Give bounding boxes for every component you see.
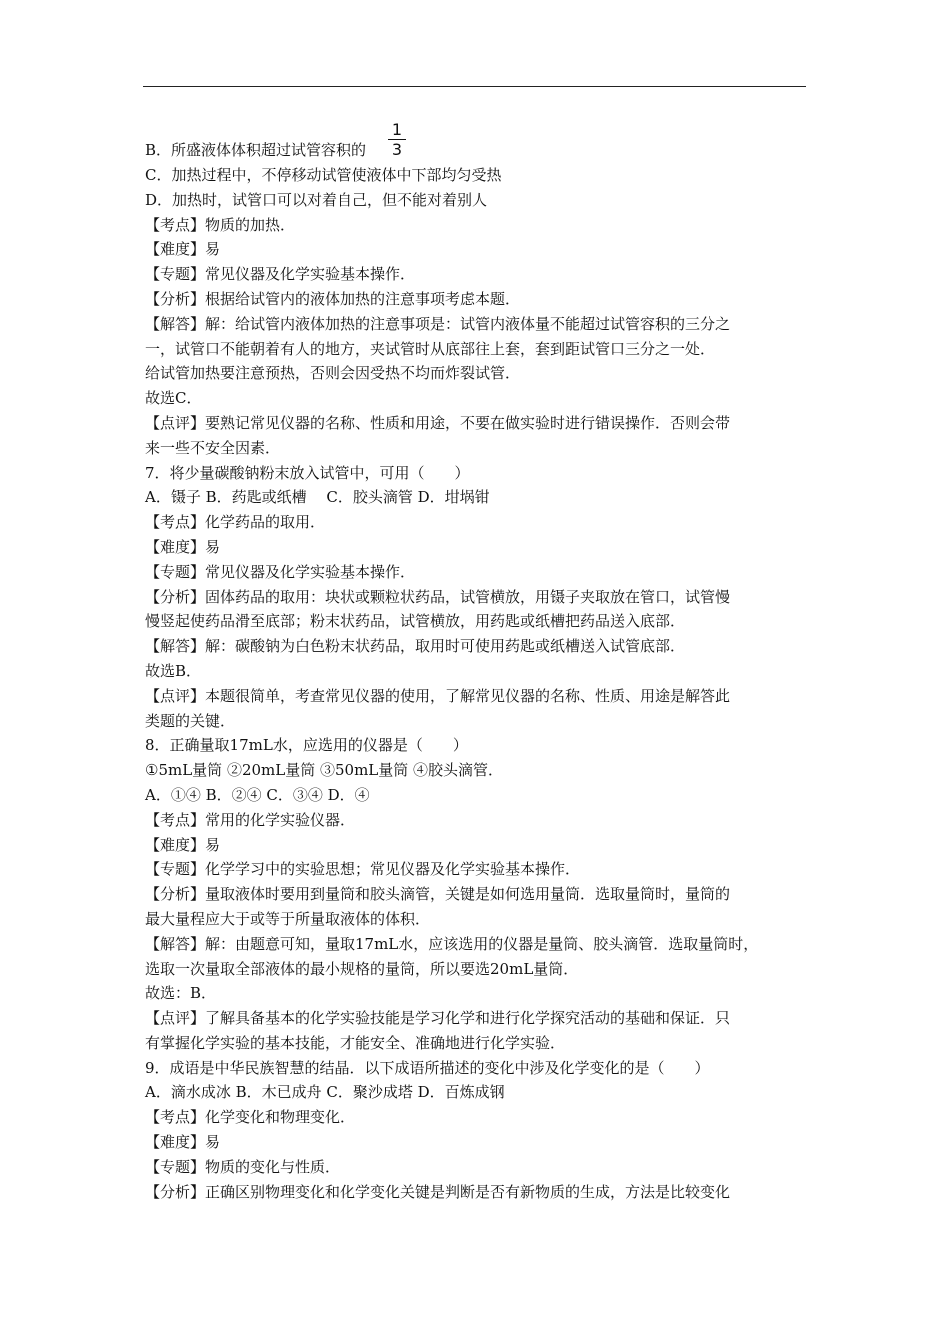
text-line: 最大量程应大于或等于所量取液体的体积．: [145, 909, 431, 928]
text-line: 【分析】根据给试管内的液体加热的注意事项考虑本题．: [145, 289, 521, 308]
text-line: D．加热时，试管口可以对着自己，但不能对着别人: [145, 190, 488, 209]
text-line: 有掌握化学实验的基本技能，才能安全、准确地进行化学实验．: [145, 1033, 566, 1052]
text-line: 故选C．: [145, 389, 202, 408]
text-line: 【点评】了解具备基本的化学实验技能是学习化学和进行化学探究活动的基础和保证．只: [145, 1009, 731, 1028]
text-line: 【考点】物质的加热．: [145, 215, 296, 234]
text-line: 【专题】化学学习中的实验思想；常见仪器及化学实验基本操作．: [145, 860, 581, 879]
text-line: 【难度】易: [145, 240, 221, 259]
text-line: 类题的关键．: [145, 711, 236, 730]
text-line: 故选：B．: [145, 984, 217, 1003]
text-line: 【解答】解：给试管内液体加热的注意事项是：试管内液体量不能超过试管容积的三分之: [145, 314, 731, 333]
text-line: 8．正确量取17mL水，应选用的仪器是（ ）: [145, 736, 468, 755]
text-line: A．①④ B．②④ C．③④ D．④: [145, 785, 370, 804]
text-line: 【专题】物质的变化与性质．: [145, 1157, 341, 1176]
text-line: 【点评】本题很简单，考查常见仪器的使用，了解常见仪器的名称、性质、用途是解答此: [145, 686, 731, 705]
text-line: 选取一次量取全部液体的最小规格的量筒，所以要选20mL量筒．: [145, 959, 579, 978]
text-line: C．加热过程中，不停移动试管使液体中下部均匀受热: [145, 166, 502, 184]
text-line: 【解答】解：由题意可知，量取17mL水，应该选用的仪器是量筒、胶头滴管．选取量筒时，: [145, 934, 759, 953]
text-line: 给试管加热要注意预热，否则会因受热不均而炸裂试管．: [145, 364, 521, 383]
text-line: 7．将少量碳酸钠粉末放入试管中，可用（ ）: [145, 463, 470, 482]
text-line: 来一些不安全因素．: [145, 438, 281, 457]
text-line: ①5mL量筒 ②20mL量筒 ③50mL量筒 ④胶头滴管．: [145, 761, 504, 780]
text-line: 【分析】固体药品的取用：块状或颗粒状药品，试管横放，用镊子夹取放在管口，试管慢: [145, 587, 731, 606]
header-rule: [143, 86, 806, 87]
text-line: 【难度】易: [145, 537, 221, 556]
text-line: 【考点】常用的化学实验仪器．: [145, 810, 356, 829]
text-lines: [145, 163, 813, 1204]
fraction-numerator: 1: [388, 121, 406, 140]
text-line: 【难度】易: [145, 835, 221, 854]
text-line: 【专题】常见仪器及化学实验基本操作．: [145, 265, 416, 284]
text-line: A．滴水成冰 B．木已成舟 C．聚沙成塔 D．百炼成钢: [145, 1083, 505, 1102]
text-line: 【考点】化学变化和物理变化．: [145, 1108, 356, 1127]
text-line: 【分析】正确区别物理变化和化学变化关键是判断是否有新物质的生成，方法是比较变化: [145, 1182, 731, 1201]
text-line: A．镊子 B．药匙或纸槽 C．胶头滴管 D．坩埚钳: [145, 488, 490, 507]
text-line: 9．成语是中华民族智慧的结晶．以下成语所描述的变化中涉及化学变化的是（ ）: [145, 1058, 710, 1077]
text-line: 【解答】解：碳酸钠为白色粉末状药品，取用时可使用药匙或纸槽送入试管底部．: [145, 637, 686, 656]
text-line: 【考点】化学药品的取用．: [145, 513, 326, 532]
fraction-one-third: [388, 121, 406, 158]
text-line: 【专题】常见仪器及化学实验基本操作．: [145, 562, 416, 581]
option-b-line: [145, 121, 813, 163]
document-body: [145, 121, 813, 1204]
text-line: 【难度】易: [145, 1133, 221, 1152]
option-b-text: B．所盛液体体积超过试管容积的: [145, 141, 367, 160]
text-line: 【点评】要熟记常见仪器的名称、性质和用途，不要在做实验时进行错误操作．否则会带: [145, 413, 731, 432]
text-line: 一，试管口不能朝着有人的地方，夹试管时从底部往上套，套到距试管口三分之一处．: [145, 339, 716, 358]
text-line: 慢竖起使药品滑至底部；粉末状药品，试管横放，用药匙或纸槽把药品送入底部．: [145, 612, 686, 631]
fraction-denominator: 3: [391, 140, 403, 159]
text-line: 故选B．: [145, 661, 202, 680]
text-line: 【分析】量取液体时要用到量筒和胶头滴管，关键是如何选用量筒．选取量筒时，量筒的: [145, 885, 731, 904]
